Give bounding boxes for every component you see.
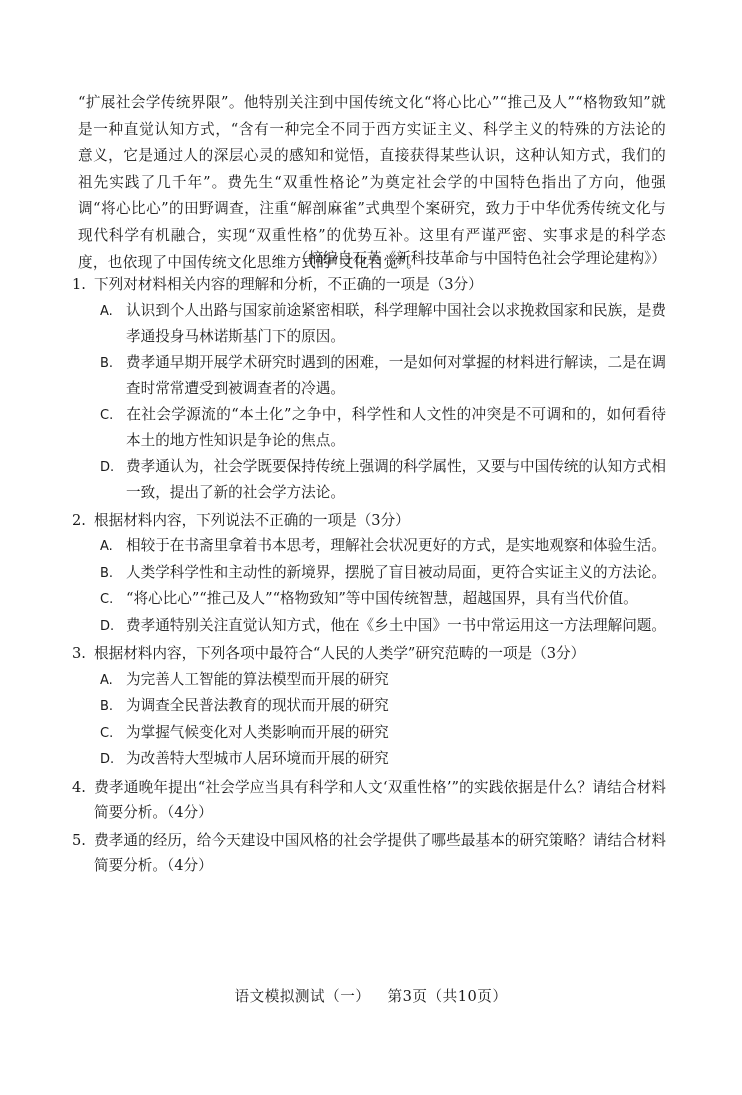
question-5 — [72, 828, 666, 879]
option-b — [72, 693, 666, 720]
question-number: 5. — [72, 831, 86, 849]
option-text: 相较于在书斋里拿着书本思考，理解社会状况更好的方式，是实地观察和体验生活。 — [126, 537, 666, 554]
option-b — [72, 350, 666, 402]
question-1 — [72, 272, 666, 506]
option-text: 为完善人工智能的算法模型而开展的研究 — [126, 670, 389, 688]
option-d — [72, 613, 666, 640]
option-label: B. — [100, 699, 114, 714]
option-label: B. — [100, 565, 114, 581]
option-a — [72, 298, 666, 350]
option-label: C. — [100, 725, 114, 741]
option-text: “将心比心”“推己及人”“格物致知”等中国传统智慧，超越国界，具有当代价值。 — [126, 590, 638, 607]
option-text: 费孝通特别关注直觉认知方式，他在《乡土中国》一书中常运用这一方法理解问题。 — [126, 616, 666, 634]
option-label: D. — [100, 752, 115, 767]
option-text: 费孝通认为，社会学既要保持传统上强调的科学属性，又要与中国传统的认知方式相一致，提出了新的社会学方法论。 — [126, 457, 666, 501]
question-stem — [72, 508, 666, 534]
passage-text: “扩展社会学传统界限”。他特别关注到中国传统文化“将心比心”“推己及人”“格物致知”就是一种直觉认知方式，“含有一种完全不同于西方实证主义、科学主义的特殊的方法论的意义，它是通过人的深层心灵的感知和觉悟，直接获得某些认识，这种认知方式，我们的祖先实践了几千年”。费先生“双重性格论”为奠定社会学的中国特色指出了方向，他强调“将心比心”的田野调查，注重“解剖麻雀”式典型个案研究，致力于中华优秀传统文化与现代科学有机融合，实现“双重性格”的优势互补。这里有严谨严密、实事求是的科学态度，也依现了中国传统文化思维方式的“文化自觉”。 — [78, 94, 666, 271]
option-label: D. — [100, 618, 115, 634]
option-b — [72, 560, 666, 587]
option-c — [72, 720, 666, 747]
option-text: 为改善特大型城市人居环境而开展的研究 — [126, 750, 389, 767]
option-label: D. — [100, 459, 115, 475]
option-label: C. — [100, 407, 114, 423]
page-number: 第3页（共10页） — [387, 988, 508, 1005]
question-text: 根据材料内容，下列各项中最符合“人民的人类学”研究范畴的一项是（3分） — [94, 645, 586, 662]
option-text: 为掌握气候变化对人类影响而开展的研究 — [126, 723, 389, 741]
option-d — [72, 454, 666, 506]
question-list — [72, 272, 666, 879]
question-text: 费孝通的经历，给今天建设中国风格的社会学提供了哪些最基本的研究策略？请结合材料简要分析。（4分） — [94, 831, 666, 874]
question-stem — [72, 641, 666, 667]
option-text: 人类学科学性和主动性的新境界，摆脱了盲目被动局面，更符合实证主义的方法论。 — [126, 563, 666, 581]
option-d — [72, 746, 666, 773]
option-text: 费孝通早期开展学术研究时遇到的困难，一是如何对掌握的材料进行解读，二是在调查时常常遭受到被调查者的冷遇。 — [126, 353, 666, 397]
question-stem — [72, 272, 666, 298]
option-a — [72, 667, 666, 694]
option-text: 在社会学源流的“本土化”之争中，科学性和人文性的冲突是不可调和的，如何看待本土的地方性知识是争论的焦点。 — [126, 405, 666, 449]
option-label: A. — [100, 303, 113, 319]
question-4 — [72, 775, 666, 826]
question-number: 1. — [72, 276, 86, 293]
option-label: A. — [100, 539, 113, 554]
question-number: 4. — [72, 778, 86, 796]
question-number: 3. — [72, 645, 86, 662]
option-label: C. — [100, 592, 114, 607]
question-stem — [72, 828, 666, 879]
question-stem — [72, 775, 666, 826]
page-footer — [0, 985, 742, 1006]
question-number: 2. — [72, 511, 86, 529]
option-label: B. — [100, 355, 114, 371]
option-text: 为调查全民普法教育的现状而开展的研究 — [126, 697, 389, 714]
passage-source: （摘编自石英《新科技革命与中国特色社会学理论建构》） — [293, 250, 666, 267]
question-text: 根据材料内容，下列说法不正确的一项是（3分） — [94, 511, 410, 529]
question-text: 下列对材料相关内容的理解和分析，不正确的一项是（3分） — [94, 276, 483, 293]
option-c — [72, 402, 666, 454]
option-a — [72, 533, 666, 560]
option-text: 认识到个人出路与国家前途紧密相联，科学理解中国社会以求挽救国家和民族，是费孝通投身马林诺斯基门下的原因。 — [126, 301, 666, 345]
option-label: A. — [100, 672, 113, 688]
exam-title: 语文模拟测试（一） — [234, 988, 371, 1005]
question-3 — [72, 641, 666, 773]
option-c — [72, 586, 666, 613]
question-2 — [72, 508, 666, 640]
question-text: 费孝通晚年提出“社会学应当具有科学和人文‘双重性格’”的实践依据是什么？请结合材料简要分析。（4分） — [94, 778, 666, 821]
